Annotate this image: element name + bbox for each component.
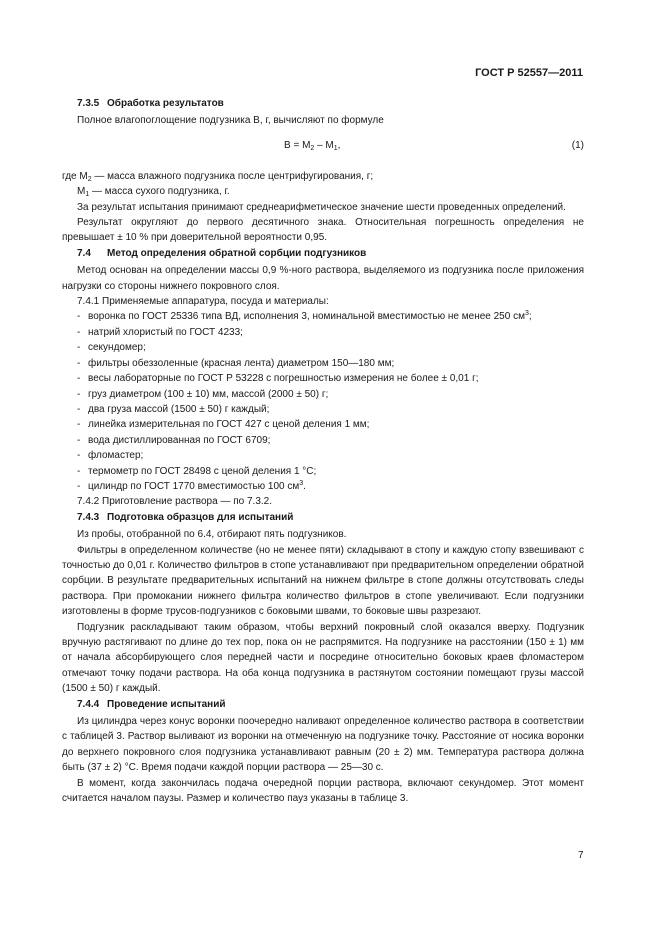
paragraph: Фильтры в определенном количестве (но не менее пяти) складывают в стопу и каждую стопу взвешивают с точностью до 0,01 г. Количество фильтров в стопе устанавливают при предварительном определении обратной сорбции. В результате предварительных испытаний на нижнем фильтре в стопе должны отсутствовать следы раствора. При промокании нижнего фильтра количество фильтров в стопе увеличивают. Если подгузники изготовлены в форме трусов-подгузников с боковыми швами, то боковые швы разрезают. <box>62 544 584 618</box>
page-content <box>62 96 584 806</box>
definition-m1: $М_1$ — масса сухого подгузника, г. <box>77 186 230 199</box>
list-item: - два груза массой (1500 ± 50) г каждый; <box>62 402 584 417</box>
formula <box>62 138 584 158</box>
paragraph: Из цилиндра через конус воронки поочередно наливают определенное количество раствора в соответствии с таблицей 3. Раствор выливают из воронки на отмеченную на подгузнике точку. Расстояние от носика воронки до верхнего покровного слоя подгузника устанавливают равным (20 ± 2) мм. Температура раствора должна быть (37 ± 2) °С. Время подачи каждой порции раствора — 25—30 с. <box>62 716 584 774</box>
list-item: - цилиндр по ГОСТ 1770 вместимостью 100 $см^3$. <box>62 479 584 494</box>
list-item: - фильтры обеззоленные (красная лента) диаметром 150—180 мм; <box>62 356 584 371</box>
paragraph: Результат округляют до первого десятичного знака. Относительная погрешность определения не превышает ± 10 % при доверительной вероятности 0,95. <box>62 217 584 244</box>
list-item: - груз диаметром (100 ± 10) мм, массой (2000 ± 50) г; <box>62 387 584 402</box>
subsection-7-4-2: 7.4.2 Приготовление раствора — по 7.3.2. <box>77 496 272 508</box>
list-item: - воронка по ГОСТ 25336 типа ВД, исполнения 3, номинальной вместимостью не менее 250 $см^3$; <box>62 309 584 324</box>
list-item: - натрий хлористый по ГОСТ 4233; <box>62 325 584 340</box>
section-heading-7-3-5: 7.3.5 Обработка результатов <box>77 98 224 109</box>
definition-m2: где $М_2$ — масса влажного подгузника после центрифугирования, г; <box>62 170 374 183</box>
equipment-list <box>62 309 584 494</box>
section-heading-7-4: 7.4 Метод определения обратной сорбции подгузников <box>77 247 367 259</box>
section-heading-7-4-3: 7.4.3 Подготовка образцов для испытаний <box>77 511 294 523</box>
paragraph: Из пробы, отобранной по 6.4, отбирают пять подгузников. <box>77 529 347 541</box>
standard-header: ГОСТ Р 52557—2011 <box>475 67 583 79</box>
paragraph: В момент, когда закончилась подача очередной порции раствора, включают секундомер. Этот момент считается началом паузы. Размер и количество пауз указаны в таблице 3. <box>62 777 584 805</box>
paragraph: За результат испытания принимают среднеарифметическое значение шести проведенных определений. <box>77 201 566 213</box>
formula-expression: $В = М_2 - М_1$, <box>284 139 341 152</box>
subsection-7-4-1: 7.4.1 Применяемые аппаратура, посуда и материалы: <box>77 296 329 308</box>
paragraph: Полное влагопоглощение подгузника В, г, вычисляют по формуле <box>77 115 384 127</box>
formula-number: (1) <box>571 139 584 151</box>
list-item: - весы лабораторные по ГОСТ Р 53228 с погрешностью измерения не более ± 0,01 г; <box>62 371 584 386</box>
list-item: - термометр по ГОСТ 28498 с ценой деления 1 °С; <box>62 464 584 479</box>
list-item: - линейка измерительная по ГОСТ 427 с ценой деления 1 мм; <box>62 417 584 432</box>
paragraph: Метод основан на определении массы 0,9 %-ного раствора, выделяемого из подгузника после приложения нагрузки со стороны нижнего покровного слоя. <box>62 265 584 292</box>
list-item: - фломастер; <box>62 448 584 463</box>
page-number: 7 <box>578 850 584 861</box>
list-item: - вода дистиллированная по ГОСТ 6709; <box>62 433 584 448</box>
list-item: - секундомер; <box>62 340 584 355</box>
paragraph: Подгузник раскладывают таким образом, чтобы верхний покровный слой оказался вверху. Подгузник вручную растягивают по длине до тех пор, пока он не распрямится. На подгузнике на расстоянии (150 ± 1) мм от начала абсорбирующего слоя передней части и посредине относительно боковых краев фломастером отмечают точку подачи раствора. На оба конца подгузника в растянутом состоянии помещают грузы массой (1500 ± 50) г каждый. <box>62 621 584 695</box>
section-heading-7-4-4: 7.4.4 Проведение испытаний <box>77 698 226 710</box>
